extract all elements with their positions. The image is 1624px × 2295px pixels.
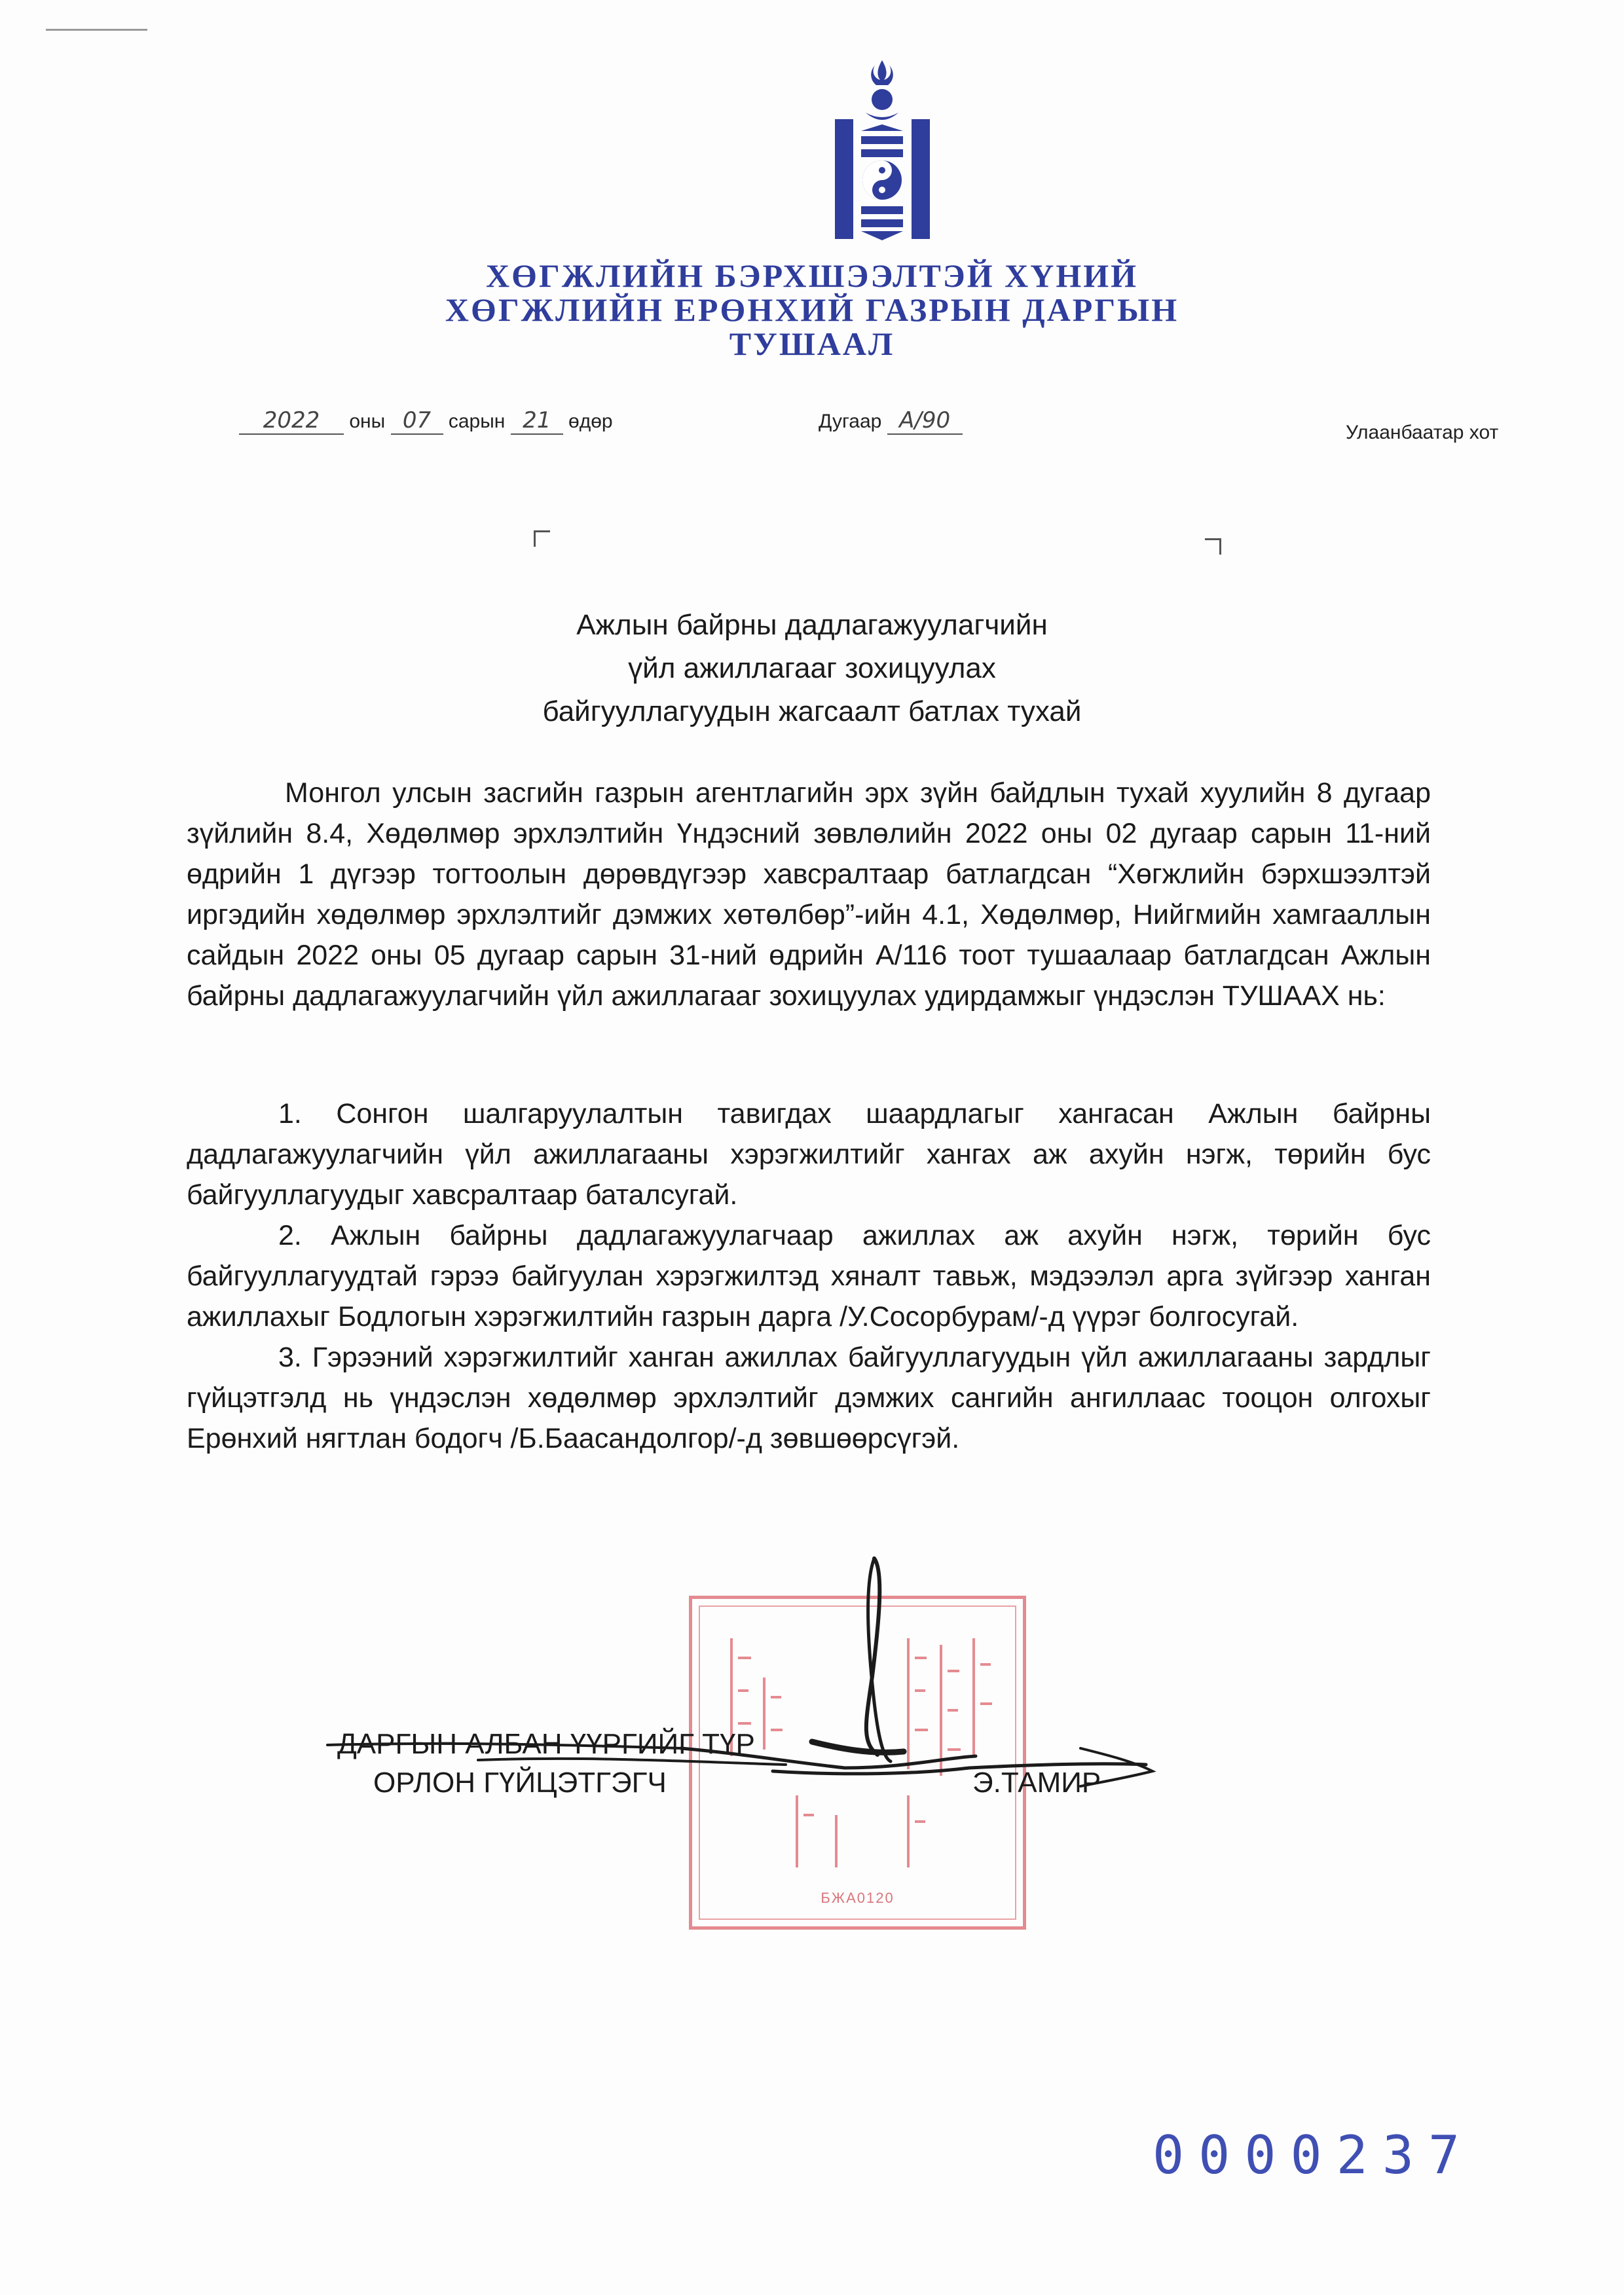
order-body	[187, 773, 1431, 1016]
order-item-2: 2. Ажлын байрны дадлагажуулагчаар ажиллах аж ахуйн нэгж, төрийн бус байгууллагуудтай гэрээ байгуулан хэрэгжилтэд хяналт тавьж, мэдээлэл арга зүйгээр ханган ажиллахыг Бодлогын хэрэгжилтийн газрын дарга /У.Сосорбурам/-д үүрэг болгосугай.	[187, 1220, 1431, 1332]
header-line-1: ХӨГЖЛИЙН БЭРХШЭЭЛТЭЙ ХҮНИЙ	[485, 257, 1139, 294]
order-item-1: 1. Сонгон шалгаруулалтын тавигдах шаардлагыг хангасан Ажлын байрны дадлагажуулагчийн үйл ажиллагааны хэрэгжилтийг хангах аж ахуйн нэгж, төрийн бус байгууллагуудыг хавсралтаар баталсугай.	[187, 1098, 1431, 1211]
order-number-value: А/90	[887, 407, 963, 435]
order-title-line-1: Ажлын байрны дадлагажуулагчийн	[576, 609, 1048, 641]
order-item-3: 3. Гэрээний хэрэгжилтийг ханган ажиллах байгууллагуудын үйл ажиллагааны зардлыг гүйцэтгэлд нь үндэслэн хөдөлмөр эрхлэлтийг дэмжих сангийн ангиллаас тооцон олгохыг Ерөнхий нягтлан бодогч /Б.Баасандолгор/-д зөвшөөрсүгэй.	[187, 1342, 1431, 1454]
order-title-line-2: үйл ажиллагааг зохицуулах	[628, 652, 996, 684]
order-items	[187, 1093, 1431, 1459]
header-line-2: ХӨГЖЛИЙН ЕРӨНХИЙ ГАЗРЫН ДАРГЫН	[445, 291, 1179, 328]
header-title: ТУШААЛ	[729, 325, 895, 362]
city-name: Улаанбаатар хот	[1346, 422, 1499, 443]
date-year-suffix: оны	[349, 411, 386, 432]
date-month: 07	[391, 407, 443, 435]
date-year: 2022	[239, 407, 344, 435]
stamp-code: БЖА0120	[821, 1890, 895, 1906]
signatory-position-line-2: ОРЛОН ГҮЙЦЭТГЭГЧ	[373, 1767, 667, 1799]
order-title-line-3: байгууллагуудын жагсаалт батлах тухай	[542, 695, 1082, 727]
order-number	[819, 407, 963, 435]
date-month-suffix: сарын	[448, 411, 506, 432]
scan-artifact-line	[46, 29, 147, 31]
date-line	[239, 407, 613, 435]
preamble-paragraph: Монгол улсын засгийн газрын агентлагийн эрх зүйн байдлын тухай хуулийн 8 дугаар зүйлийн 8.4, Хөдөлмөр эрхлэлтийн Үндэсний зөвлөлийн 2022 оны 02 дугаар сарын 11-ний өдрийн 1 дүгээр тогтоолын дөрөвдүгээр хавсралтаар батлагдсан “Хөгжлийн бэрхшээлтэй иргэдийн хөдөлмөр эрхлэлтийг дэмжих хөтөлбөр”-ийн 4.1, Хөдөлмөр, Нийгмийн хамгааллын сайдын 2022 оны 05 дугаар сарын 31-ний өдрийн А/116 тоот тушаалаар батлагдсан Ажлын байрны дадлагажуулагчийн үйл ажиллагааг зохицуулах удирдамжыг үндэслэн ТУШААХ нь:	[187, 777, 1431, 1012]
serial-number: 0000237	[1153, 2125, 1475, 2186]
date-day: 21	[511, 407, 563, 435]
signatory-position-line-1: ДАРГЫН АЛБАН ҮҮРГИЙГ ТҮР	[337, 1728, 755, 1760]
state-emblem-icon	[832, 59, 933, 246]
handwritten-signature	[314, 1545, 1166, 1820]
date-day-suffix: өдөр	[568, 411, 613, 432]
order-number-label: Дугаар	[819, 411, 882, 432]
corner-mark-left	[534, 530, 550, 547]
signatory-name: Э.ТАМИР	[972, 1767, 1101, 1799]
corner-mark-right	[1205, 538, 1221, 555]
